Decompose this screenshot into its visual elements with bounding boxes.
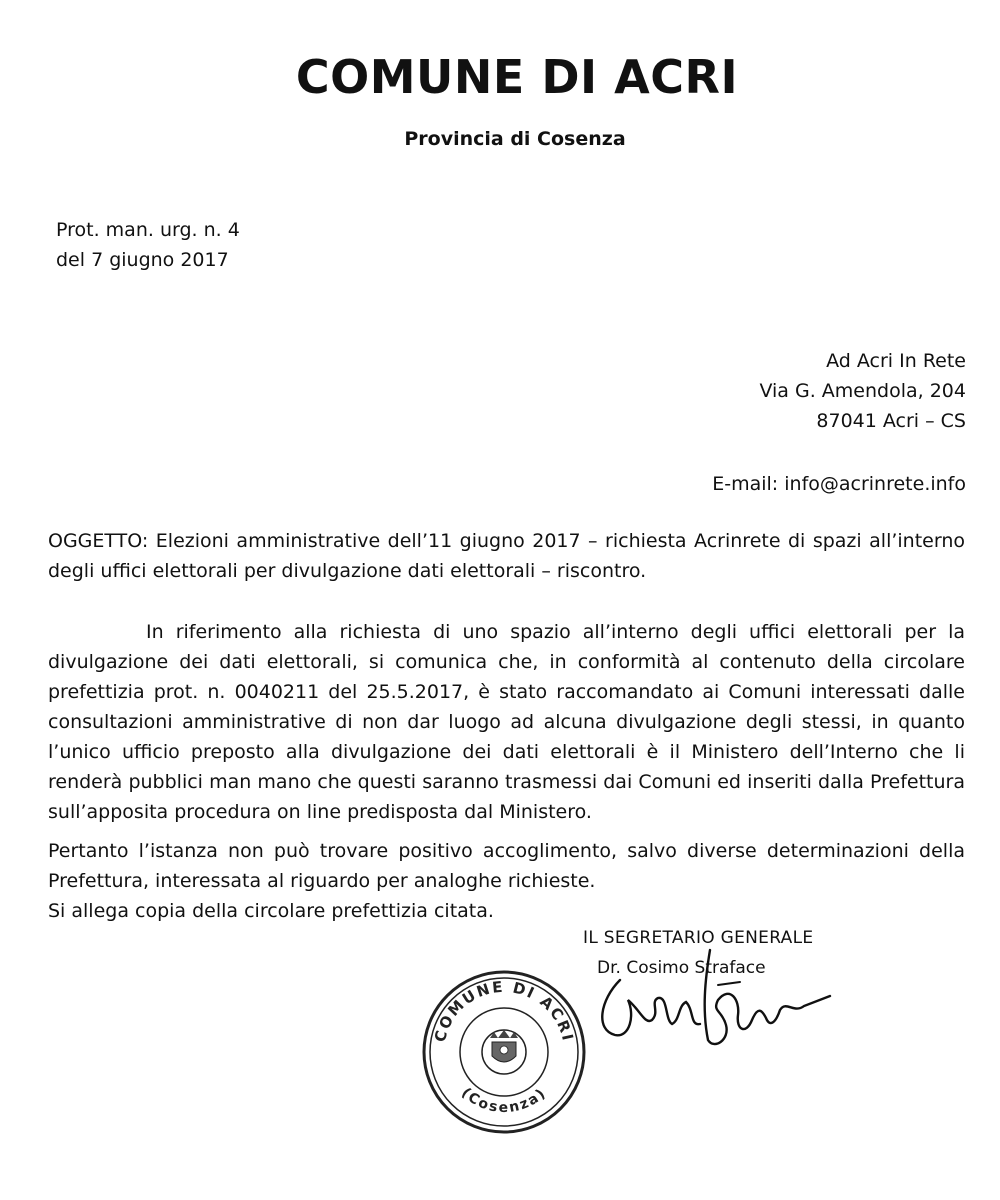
official-stamp xyxy=(420,968,588,1136)
protocol-number: Prot. man. urg. n. 4 xyxy=(56,219,240,241)
attachment-note: Si allega copia della circolare prefettizia citata. xyxy=(48,900,494,922)
stamp-text-top: COMUNE DI ACRI xyxy=(430,977,578,1044)
coat-of-arms-icon xyxy=(482,1030,526,1074)
page-subtitle: Provincia di Cosenza xyxy=(404,128,626,150)
protocol-date: del 7 giugno 2017 xyxy=(56,249,229,271)
recipient-name: Ad Acri In Rete xyxy=(826,350,966,372)
recipient-city: 87041 Acri – CS xyxy=(816,410,966,432)
recipient-email: E-mail: info@acrinrete.info xyxy=(712,473,966,495)
body-paragraph: In riferimento alla richiesta di uno spazio all’interno degli uffici elettorali per la divulgazione dei dati elettorali, si comunica che, in conformità al contenuto della circolare prefettizia prot. n. 0040211 del 25.5.2017, è stato raccomandato ai Comuni interessati dalle consultazioni amministrative di non dar luogo ad alcuna divulgazione degli stessi, in quanto l’unico ufficio preposto alla divulgazione dei dati elettorali è il Ministero dell’Interno che li renderà pubblici man mano che questi saranno trasmessi dai Comuni ed inseriti dalla Prefettura sull’apposita procedura on line predisposta dal Ministero. xyxy=(48,621,965,823)
stamp-text-bottom: (Cosenza) xyxy=(458,1084,550,1117)
protocol-block xyxy=(56,215,240,275)
closing-paragraph: Pertanto l’istanza non può trovare positivo accoglimento, salvo diverse determinazioni della Prefettura, interessata al riguardo per analoghe richieste. xyxy=(48,840,965,892)
page-title: COMUNE DI ACRI xyxy=(295,50,739,104)
signatory-role: IL SEGRETARIO GENERALE xyxy=(583,928,814,948)
signatory-name: Dr. Cosimo Straface xyxy=(597,958,766,978)
subject-paragraph: OGGETTO: Elezioni amministrative dell’11 giugno 2017 – richiesta Acrinrete di spazi all’interno degli uffici elettorali per divulgazione dati elettorali – riscontro. xyxy=(48,530,965,582)
recipient-address xyxy=(759,346,966,436)
svg-text:(Cosenza) xyxy=(458,1085,550,1116)
recipient-street: Via G. Amendola, 204 xyxy=(759,380,966,402)
handwritten-signature xyxy=(590,940,840,1060)
